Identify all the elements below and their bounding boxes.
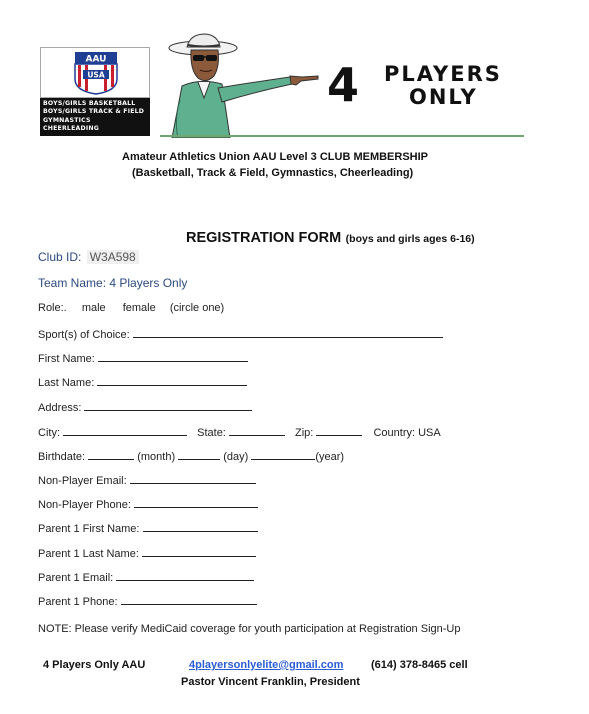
footer-org: 4 Players Only AAU bbox=[43, 659, 146, 671]
role-label: Role:. bbox=[38, 302, 67, 314]
non-player-phone-row bbox=[38, 497, 258, 511]
first-name-label: First Name: bbox=[38, 353, 95, 365]
last-name-field[interactable] bbox=[97, 375, 247, 386]
non-player-email-label: Non-Player Email: bbox=[38, 475, 127, 487]
aau-logo-shield-area bbox=[40, 47, 150, 98]
footer-pastor: Pastor Vincent Franklin, President bbox=[181, 676, 360, 688]
zip-field[interactable] bbox=[316, 425, 362, 436]
non-player-phone-label: Non-Player Phone: bbox=[38, 499, 131, 511]
club-id-field[interactable]: W3A598 bbox=[87, 250, 139, 264]
address-label: Address: bbox=[38, 402, 82, 414]
sports-row bbox=[38, 327, 443, 341]
birthdate-row bbox=[38, 449, 344, 463]
non-player-phone-field[interactable] bbox=[134, 497, 258, 508]
banner-line-only: ONLY bbox=[409, 85, 478, 109]
aau-logo bbox=[40, 47, 150, 136]
parent1-first-name-row bbox=[38, 521, 258, 535]
role-option-female[interactable]: female bbox=[122, 302, 156, 314]
birth-year-field[interactable] bbox=[251, 449, 315, 460]
parent1-first-name-label: Parent 1 First Name: bbox=[38, 523, 140, 535]
form-title bbox=[186, 229, 475, 247]
parent1-last-name-label: Parent 1 Last Name: bbox=[38, 548, 139, 560]
shield-text-usa: USA bbox=[87, 70, 105, 80]
banner-line-players: PLAYERS bbox=[384, 62, 502, 86]
header-rule bbox=[160, 135, 524, 137]
role-row bbox=[38, 302, 224, 314]
form-title-note: (boys and girls ages 6-16) bbox=[345, 233, 475, 245]
banner-number: 4 bbox=[327, 58, 360, 112]
parent1-phone-field[interactable] bbox=[121, 594, 257, 605]
non-player-email-field[interactable] bbox=[130, 473, 256, 484]
birth-year-label: (year) bbox=[315, 451, 345, 463]
club-id-label: Club ID: bbox=[38, 250, 82, 264]
aau-shield-icon bbox=[69, 51, 123, 95]
zip-label: Zip: bbox=[295, 427, 314, 439]
team-name: Team Name: 4 Players Only bbox=[38, 276, 188, 290]
birth-day-field[interactable] bbox=[178, 449, 220, 460]
logo-sports-list bbox=[40, 98, 150, 136]
city-label: City: bbox=[38, 427, 60, 439]
logo-sport-line: GYMNASTICS bbox=[43, 116, 91, 124]
role-note: (circle one) bbox=[169, 302, 225, 314]
parent1-email-field[interactable] bbox=[116, 570, 254, 581]
first-name-field[interactable] bbox=[98, 351, 248, 362]
address-field[interactable] bbox=[84, 400, 252, 411]
country-text: Country: USA bbox=[373, 427, 441, 439]
sports-subtitle: (Basketball, Track & Field, Gymnastics, Cheerleading) bbox=[132, 167, 414, 179]
shield-text-aau: AAU bbox=[85, 54, 107, 65]
last-name-label: Last Name: bbox=[38, 377, 95, 389]
medicaid-note: NOTE: Please verify MediCaid coverage for youth participation at Registration Sign-Up bbox=[38, 623, 461, 635]
parent1-phone-row bbox=[38, 594, 257, 608]
birth-month-label: (month) bbox=[137, 451, 176, 463]
non-player-email-row bbox=[38, 473, 256, 487]
role-option-male[interactable]: male bbox=[81, 302, 106, 314]
footer-email-link[interactable]: 4playersonlyelite@gmail.com bbox=[189, 659, 344, 671]
last-name-row bbox=[38, 375, 247, 389]
state-field[interactable] bbox=[229, 425, 285, 436]
birth-day-label: (day) bbox=[223, 451, 249, 463]
state-label: State: bbox=[197, 427, 226, 439]
city-row bbox=[38, 425, 441, 439]
sports-label: Sport(s) of Choice: bbox=[38, 329, 130, 341]
logo-sport-line: BOYS/GIRLS BASKETBALL bbox=[43, 100, 136, 107]
city-field[interactable] bbox=[63, 425, 187, 436]
logo-sport-line: BOYS/GIRLS TRACK & FIELD bbox=[43, 108, 145, 116]
mascot-illustration bbox=[160, 30, 320, 138]
form-title-main: REGISTRATION FORM bbox=[186, 230, 342, 246]
first-name-row bbox=[38, 351, 248, 365]
logo-sport-line: CHEERLEADING bbox=[43, 125, 99, 133]
membership-subtitle: Amateur Athletics Union AAU Level 3 CLUB MEMBERSHIP bbox=[122, 151, 429, 163]
parent1-email-label: Parent 1 Email: bbox=[38, 572, 114, 584]
birth-month-field[interactable] bbox=[88, 449, 134, 460]
parent1-last-name-row bbox=[38, 546, 256, 560]
address-row bbox=[38, 400, 252, 414]
parent1-first-name-field[interactable] bbox=[143, 521, 258, 532]
parent1-phone-label: Parent 1 Phone: bbox=[38, 596, 118, 608]
birthdate-label: Birthdate: bbox=[38, 451, 86, 463]
parent1-email-row bbox=[38, 570, 254, 584]
footer-phone: (614) 378-8465 cell bbox=[371, 659, 468, 671]
sports-field[interactable] bbox=[133, 327, 443, 338]
parent1-last-name-field[interactable] bbox=[142, 546, 256, 557]
club-id-row bbox=[38, 250, 139, 264]
